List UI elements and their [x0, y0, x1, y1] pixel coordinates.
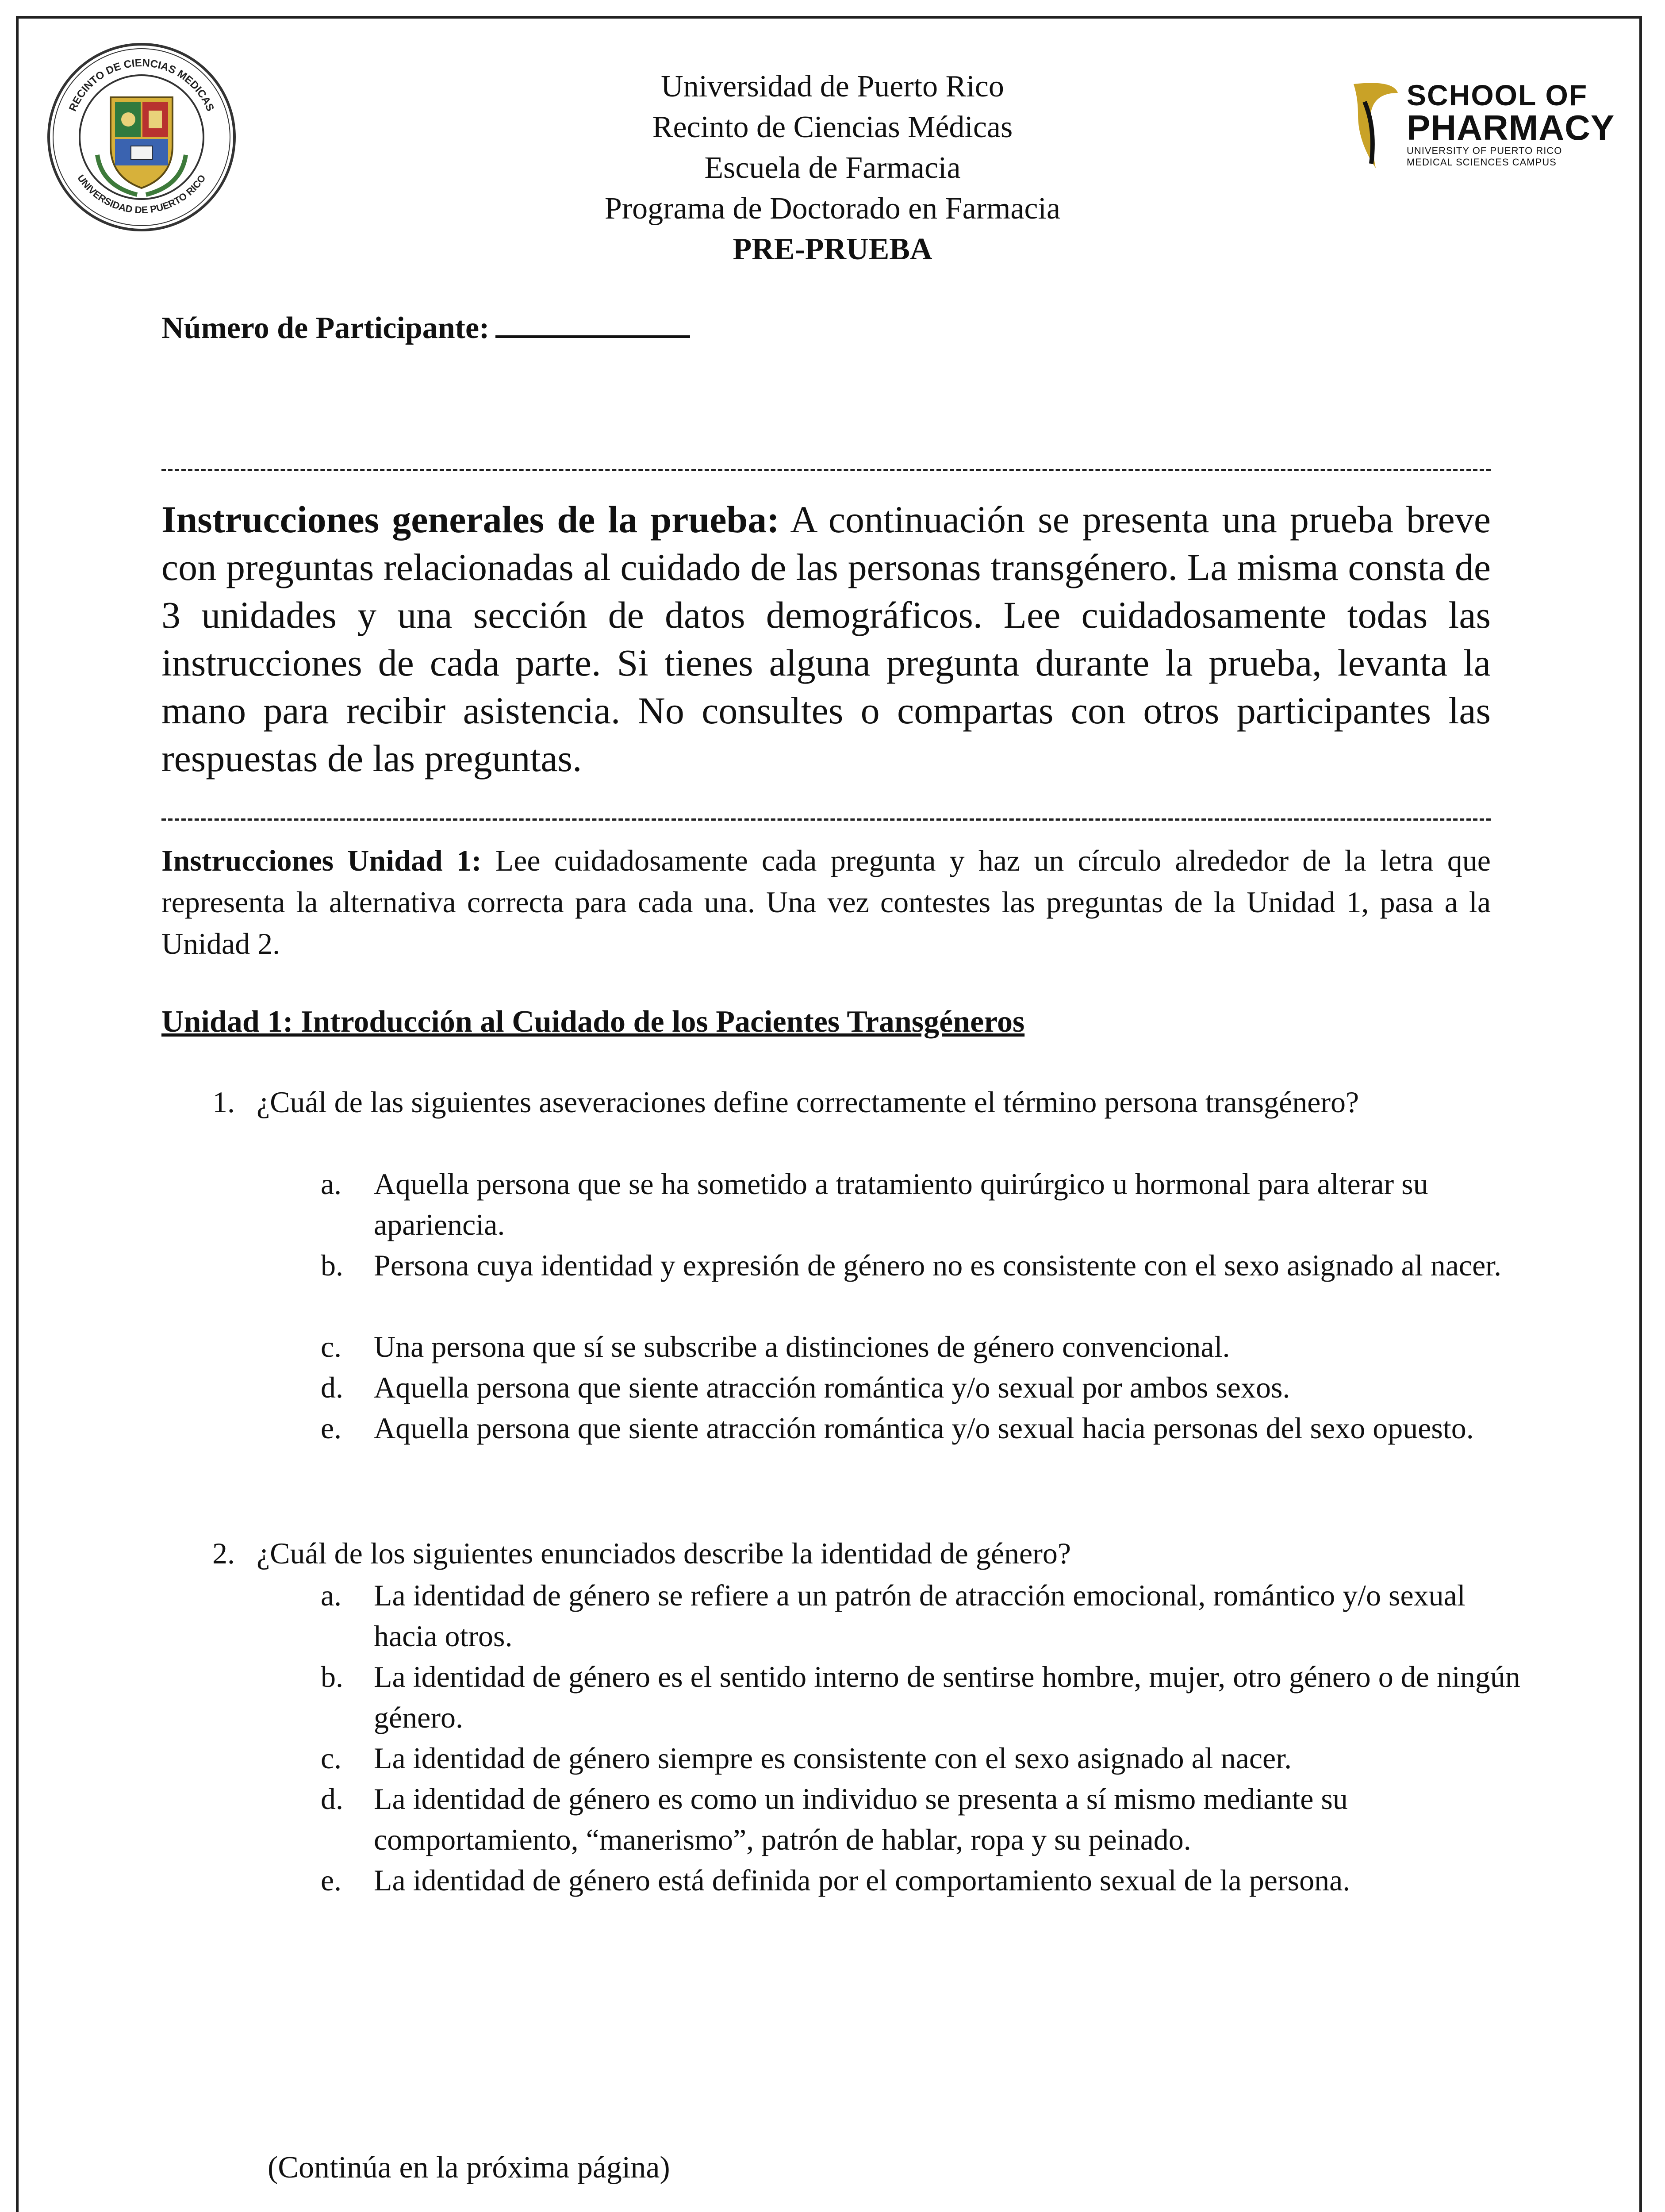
question-number: 1. — [212, 1085, 235, 1119]
option-text: La identidad de género es el sentido interno de sentirse hombre, mujer, otro género o de ningún género. — [374, 1660, 1520, 1734]
header-university: Universidad de Puerto Rico — [661, 69, 1004, 104]
participant-number-label: Número de Participante: — [161, 311, 490, 345]
question-text: ¿Cuál de los siguientes enunciados describe la identidad de género? — [257, 1536, 1071, 1570]
dashed-divider — [161, 469, 1491, 471]
general-instructions-text: A continuación se presenta una prueba breve con preguntas relacionadas al cuidado de las personas transgénero. La misma consta de 3 unidades y una sección de datos demográficos. Lee cuidadosamente todas las instrucciones de cada parte. Si tienes alguna pregunta durante la prueba, levanta la mano para recibir asistencia. No consultes o compartas con otros participantes las respuestas de las preguntas. — [161, 498, 1491, 780]
unit1-instructions — [161, 840, 1491, 964]
dashed-divider — [161, 818, 1491, 821]
general-instructions — [161, 495, 1491, 782]
option-text: Persona cuya identidad y expresión de género no es consistente con el sexo asignado al nacer. — [374, 1248, 1502, 1282]
option-letter: c. — [321, 1330, 342, 1363]
option-letter: e. — [321, 1863, 342, 1897]
option-letter: a. — [321, 1578, 342, 1612]
continue-note: (Continúa en la próxima página) — [268, 2151, 670, 2185]
seal-ring-text-top: RECINTO DE CIENCIAS MEDICAS — [66, 57, 217, 113]
question-text: ¿Cuál de las siguientes aseveraciones define correctamente el término persona transgénero? — [257, 1085, 1359, 1119]
logo-sub-university: UNIVERSITY OF PUERTO RICO — [1407, 145, 1562, 156]
option-text: Aquella persona que se ha sometido a tratamiento quirúrgico u hormonal para alterar su apariencia. — [374, 1167, 1428, 1241]
unit1-title: Unidad 1: Introducción al Cuidado de los Pacientes Transgéneros — [161, 1005, 1025, 1039]
option-text: La identidad de género está definida por el comportamiento sexual de la persona. — [374, 1863, 1350, 1897]
header-program: Programa de Doctorado en Farmacia — [604, 192, 1061, 226]
option-letter: b. — [321, 1660, 343, 1694]
question-number: 2. — [212, 1536, 235, 1570]
document-title: PRE-PRUEBA — [733, 232, 932, 266]
general-instructions-heading: Instrucciones generales de la prueba: — [161, 498, 779, 541]
option-text: Una persona que sí se subscribe a distinciones de género convencional. — [374, 1330, 1230, 1363]
logo-line-pharmacy: PHARMACY — [1407, 108, 1615, 147]
option-text: Aquella persona que siente atracción romántica y/o sexual hacia personas del sexo opuesto. — [374, 1411, 1474, 1445]
unit1-instructions-heading: Instrucciones Unidad 1: — [161, 844, 482, 877]
school-of-pharmacy-logo — [1345, 75, 1628, 177]
participant-number-field — [161, 310, 690, 346]
header-school: Escuela de Farmacia — [704, 151, 961, 185]
option-letter: c. — [321, 1741, 342, 1775]
option-text: La identidad de género es como un individuo se presenta a sí mismo mediante su comportamiento, “manerismo”, patrón de hablar, ropa y su peinado. — [374, 1782, 1348, 1856]
option-text: La identidad de género se refiere a un patrón de atracción emocional, romántico y/o sexual hacia otros. — [374, 1578, 1466, 1653]
option-letter: a. — [321, 1167, 342, 1201]
option-letter: d. — [321, 1371, 343, 1404]
option-text: Aquella persona que siente atracción romántica y/o sexual por ambos sexos. — [374, 1371, 1290, 1404]
seal-ring-text-bottom: UNIVERSIDAD DE PUERTO RICO — [75, 173, 208, 216]
participant-number-blank[interactable] — [495, 310, 690, 338]
option-letter: e. — [321, 1411, 342, 1445]
logo-sub-campus: MEDICAL SCIENCES CAMPUS — [1407, 157, 1557, 168]
option-letter: d. — [321, 1782, 343, 1816]
header-campus: Recinto de Ciencias Médicas — [652, 110, 1013, 144]
option-letter: b. — [321, 1248, 343, 1282]
option-text: La identidad de género siempre es consistente con el sexo asignado al nacer. — [374, 1741, 1292, 1775]
pharmacy-swoosh-icon — [1345, 75, 1407, 177]
unit1-instructions-text: Lee cuidadosamente cada pregunta y haz un círculo alrededor de la letra que representa la alternativa correcta para cada una. Una vez contestes las preguntas de la Unidad 1, pasa a la Unidad 2. — [161, 844, 1491, 960]
logo-line-school-of: SCHOOL OF — [1407, 79, 1588, 111]
